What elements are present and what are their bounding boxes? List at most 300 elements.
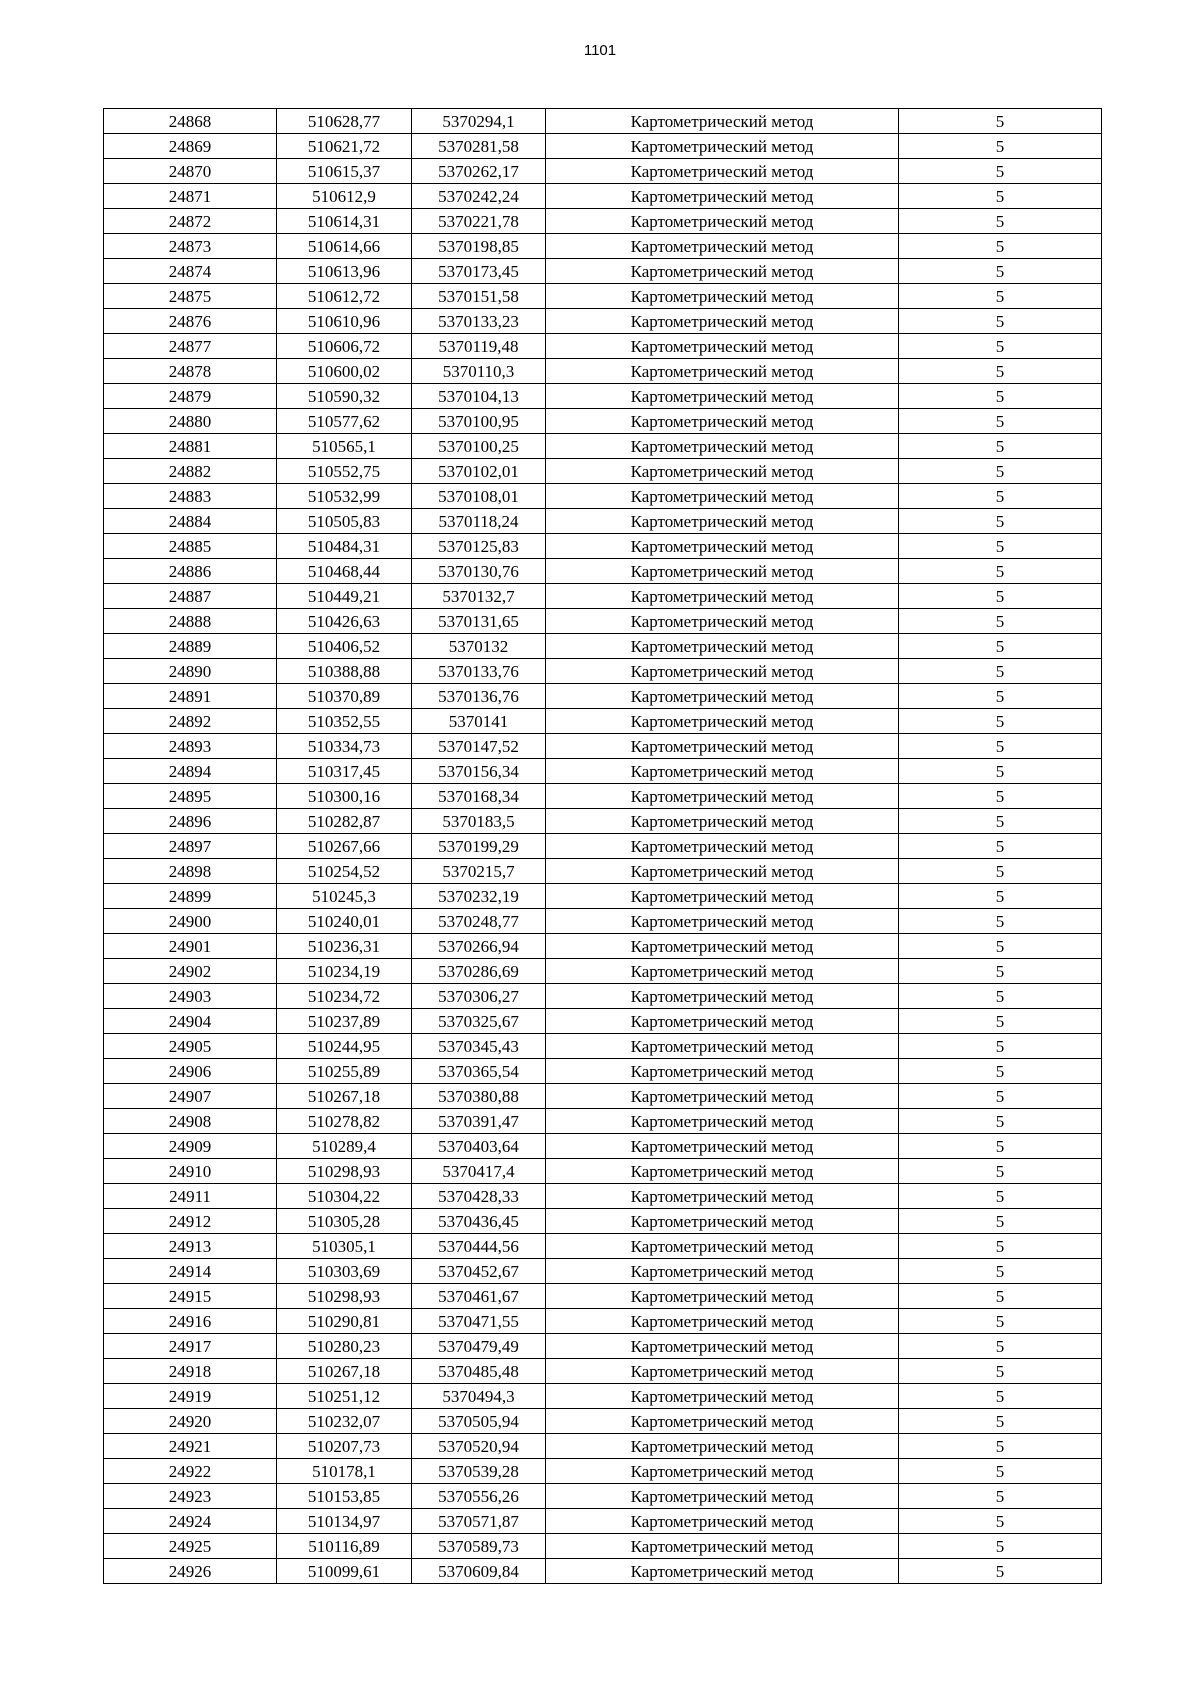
x-coordinate-cell: 510240,01 (277, 909, 412, 934)
y-coordinate-cell: 5370436,45 (412, 1209, 546, 1234)
table-row (104, 684, 1102, 709)
point-number-cell: 24909 (104, 1134, 277, 1159)
point-number-cell: 24901 (104, 934, 277, 959)
method-cell: Картометрический метод (546, 709, 899, 734)
table-row (104, 1359, 1102, 1384)
point-number-cell: 24880 (104, 409, 277, 434)
accuracy-cell: 5 (899, 409, 1102, 434)
table-row (104, 1159, 1102, 1184)
table-row (104, 959, 1102, 984)
method-cell: Картометрический метод (546, 409, 899, 434)
method-cell: Картометрический метод (546, 484, 899, 509)
accuracy-cell: 5 (899, 1509, 1102, 1534)
y-coordinate-cell: 5370479,49 (412, 1334, 546, 1359)
accuracy-cell: 5 (899, 984, 1102, 1009)
table-row (104, 184, 1102, 209)
y-coordinate-cell: 5370151,58 (412, 284, 546, 309)
accuracy-cell: 5 (899, 359, 1102, 384)
x-coordinate-cell: 510178,1 (277, 1459, 412, 1484)
y-coordinate-cell: 5370130,76 (412, 559, 546, 584)
y-coordinate-cell: 5370132 (412, 634, 546, 659)
method-cell: Картометрический метод (546, 1509, 899, 1534)
x-coordinate-cell: 510606,72 (277, 334, 412, 359)
table-row (104, 1009, 1102, 1034)
y-coordinate-cell: 5370125,83 (412, 534, 546, 559)
method-cell: Картометрический метод (546, 584, 899, 609)
method-cell: Картометрический метод (546, 784, 899, 809)
y-coordinate-cell: 5370248,77 (412, 909, 546, 934)
table-row (104, 784, 1102, 809)
x-coordinate-cell: 510370,89 (277, 684, 412, 709)
table-row (104, 934, 1102, 959)
method-cell: Картометрический метод (546, 1009, 899, 1034)
y-coordinate-cell: 5370199,29 (412, 834, 546, 859)
accuracy-cell: 5 (899, 159, 1102, 184)
method-cell: Картометрический метод (546, 909, 899, 934)
accuracy-cell: 5 (899, 484, 1102, 509)
x-coordinate-cell: 510468,44 (277, 559, 412, 584)
accuracy-cell: 5 (899, 1009, 1102, 1034)
y-coordinate-cell: 5370461,67 (412, 1284, 546, 1309)
x-coordinate-cell: 510267,66 (277, 834, 412, 859)
table-row (104, 1534, 1102, 1559)
method-cell: Картометрический метод (546, 1059, 899, 1084)
table-row (104, 634, 1102, 659)
method-cell: Картометрический метод (546, 384, 899, 409)
accuracy-cell: 5 (899, 384, 1102, 409)
table-row (104, 984, 1102, 1009)
point-number-cell: 24881 (104, 434, 277, 459)
y-coordinate-cell: 5370485,48 (412, 1359, 546, 1384)
point-number-cell: 24878 (104, 359, 277, 384)
table-row (104, 1434, 1102, 1459)
x-coordinate-cell: 510254,52 (277, 859, 412, 884)
x-coordinate-cell: 510298,93 (277, 1284, 412, 1309)
method-cell: Картометрический метод (546, 809, 899, 834)
accuracy-cell: 5 (899, 559, 1102, 584)
y-coordinate-cell: 5370232,19 (412, 884, 546, 909)
point-number-cell: 24886 (104, 559, 277, 584)
method-cell: Картометрический метод (546, 1434, 899, 1459)
table-row (104, 1234, 1102, 1259)
x-coordinate-cell: 510613,96 (277, 259, 412, 284)
table-row (104, 609, 1102, 634)
point-number-cell: 24921 (104, 1434, 277, 1459)
x-coordinate-cell: 510289,4 (277, 1134, 412, 1159)
method-cell: Картометрический метод (546, 209, 899, 234)
table-row (104, 1059, 1102, 1084)
table-row (104, 1459, 1102, 1484)
accuracy-cell: 5 (899, 1059, 1102, 1084)
accuracy-cell: 5 (899, 1109, 1102, 1134)
table-row (104, 1134, 1102, 1159)
x-coordinate-cell: 510334,73 (277, 734, 412, 759)
x-coordinate-cell: 510234,72 (277, 984, 412, 1009)
x-coordinate-cell: 510232,07 (277, 1409, 412, 1434)
accuracy-cell: 5 (899, 1034, 1102, 1059)
y-coordinate-cell: 5370131,65 (412, 609, 546, 634)
method-cell: Картометрический метод (546, 1409, 899, 1434)
point-number-cell: 24908 (104, 1109, 277, 1134)
accuracy-cell: 5 (899, 184, 1102, 209)
y-coordinate-cell: 5370380,88 (412, 1084, 546, 1109)
table-row (104, 1184, 1102, 1209)
table-row (104, 834, 1102, 859)
y-coordinate-cell: 5370365,54 (412, 1059, 546, 1084)
y-coordinate-cell: 5370118,24 (412, 509, 546, 534)
method-cell: Картометрический метод (546, 609, 899, 634)
point-number-cell: 24868 (104, 109, 277, 134)
point-number-cell: 24913 (104, 1234, 277, 1259)
x-coordinate-cell: 510388,88 (277, 659, 412, 684)
table-row (104, 1284, 1102, 1309)
accuracy-cell: 5 (899, 859, 1102, 884)
point-number-cell: 24923 (104, 1484, 277, 1509)
y-coordinate-cell: 5370221,78 (412, 209, 546, 234)
table-row (104, 159, 1102, 184)
y-coordinate-cell: 5370505,94 (412, 1409, 546, 1434)
method-cell: Картометрический метод (546, 559, 899, 584)
point-number-cell: 24925 (104, 1534, 277, 1559)
y-coordinate-cell: 5370494,3 (412, 1384, 546, 1409)
accuracy-cell: 5 (899, 1334, 1102, 1359)
table-row (104, 1084, 1102, 1109)
point-number-cell: 24869 (104, 134, 277, 159)
x-coordinate-cell: 510590,32 (277, 384, 412, 409)
y-coordinate-cell: 5370571,87 (412, 1509, 546, 1534)
table-row (104, 309, 1102, 334)
table-row (104, 109, 1102, 134)
y-coordinate-cell: 5370104,13 (412, 384, 546, 409)
x-coordinate-cell: 510290,81 (277, 1309, 412, 1334)
point-number-cell: 24884 (104, 509, 277, 534)
accuracy-cell: 5 (899, 759, 1102, 784)
table-row (104, 1559, 1102, 1584)
x-coordinate-cell: 510234,19 (277, 959, 412, 984)
method-cell: Картометрический метод (546, 184, 899, 209)
x-coordinate-cell: 510134,97 (277, 1509, 412, 1534)
table-row (104, 209, 1102, 234)
accuracy-cell: 5 (899, 234, 1102, 259)
method-cell: Картометрический метод (546, 334, 899, 359)
x-coordinate-cell: 510304,22 (277, 1184, 412, 1209)
method-cell: Картометрический метод (546, 109, 899, 134)
method-cell: Картометрический метод (546, 684, 899, 709)
table-row (104, 1109, 1102, 1134)
point-number-cell: 24911 (104, 1184, 277, 1209)
method-cell: Картометрический метод (546, 134, 899, 159)
method-cell: Картометрический метод (546, 1259, 899, 1284)
y-coordinate-cell: 5370183,5 (412, 809, 546, 834)
table-row (104, 659, 1102, 684)
x-coordinate-cell: 510612,72 (277, 284, 412, 309)
y-coordinate-cell: 5370444,56 (412, 1234, 546, 1259)
table-row (104, 809, 1102, 834)
method-cell: Картометрический метод (546, 1109, 899, 1134)
x-coordinate-cell: 510237,89 (277, 1009, 412, 1034)
accuracy-cell: 5 (899, 884, 1102, 909)
method-cell: Картометрический метод (546, 159, 899, 184)
point-number-cell: 24875 (104, 284, 277, 309)
x-coordinate-cell: 510565,1 (277, 434, 412, 459)
table-row (104, 584, 1102, 609)
x-coordinate-cell: 510628,77 (277, 109, 412, 134)
x-coordinate-cell: 510552,75 (277, 459, 412, 484)
accuracy-cell: 5 (899, 934, 1102, 959)
x-coordinate-cell: 510303,69 (277, 1259, 412, 1284)
point-number-cell: 24894 (104, 759, 277, 784)
table-row (104, 1309, 1102, 1334)
accuracy-cell: 5 (899, 784, 1102, 809)
accuracy-cell: 5 (899, 209, 1102, 234)
table-row (104, 409, 1102, 434)
method-cell: Картометрический метод (546, 884, 899, 909)
table-row (104, 1259, 1102, 1284)
y-coordinate-cell: 5370100,25 (412, 434, 546, 459)
accuracy-cell: 5 (899, 1559, 1102, 1584)
x-coordinate-cell: 510305,1 (277, 1234, 412, 1259)
point-number-cell: 24891 (104, 684, 277, 709)
point-number-cell: 24871 (104, 184, 277, 209)
point-number-cell: 24906 (104, 1059, 277, 1084)
accuracy-cell: 5 (899, 809, 1102, 834)
y-coordinate-cell: 5370242,24 (412, 184, 546, 209)
table-row (104, 359, 1102, 384)
accuracy-cell: 5 (899, 609, 1102, 634)
y-coordinate-cell: 5370168,34 (412, 784, 546, 809)
method-cell: Картометрический метод (546, 634, 899, 659)
x-coordinate-cell: 510300,16 (277, 784, 412, 809)
y-coordinate-cell: 5370403,64 (412, 1134, 546, 1159)
point-number-cell: 24898 (104, 859, 277, 884)
y-coordinate-cell: 5370132,7 (412, 584, 546, 609)
table-row (104, 759, 1102, 784)
point-number-cell: 24893 (104, 734, 277, 759)
point-number-cell: 24883 (104, 484, 277, 509)
method-cell: Картометрический метод (546, 1559, 899, 1584)
point-number-cell: 24912 (104, 1209, 277, 1234)
y-coordinate-cell: 5370391,47 (412, 1109, 546, 1134)
point-number-cell: 24879 (104, 384, 277, 409)
accuracy-cell: 5 (899, 1309, 1102, 1334)
point-number-cell: 24874 (104, 259, 277, 284)
x-coordinate-cell: 510484,31 (277, 534, 412, 559)
y-coordinate-cell: 5370156,34 (412, 759, 546, 784)
y-coordinate-cell: 5370119,48 (412, 334, 546, 359)
point-number-cell: 24895 (104, 784, 277, 809)
coordinates-table (103, 108, 1102, 1584)
method-cell: Картометрический метод (546, 234, 899, 259)
accuracy-cell: 5 (899, 634, 1102, 659)
accuracy-cell: 5 (899, 1384, 1102, 1409)
table-row (104, 334, 1102, 359)
x-coordinate-cell: 510614,66 (277, 234, 412, 259)
method-cell: Картометрический метод (546, 1209, 899, 1234)
table-row (104, 509, 1102, 534)
y-coordinate-cell: 5370141 (412, 709, 546, 734)
table-row (104, 1334, 1102, 1359)
point-number-cell: 24903 (104, 984, 277, 1009)
x-coordinate-cell: 510621,72 (277, 134, 412, 159)
method-cell: Картометрический метод (546, 1334, 899, 1359)
x-coordinate-cell: 510406,52 (277, 634, 412, 659)
y-coordinate-cell: 5370133,23 (412, 309, 546, 334)
point-number-cell: 24922 (104, 1459, 277, 1484)
point-number-cell: 24910 (104, 1159, 277, 1184)
method-cell: Картометрический метод (546, 734, 899, 759)
point-number-cell: 24897 (104, 834, 277, 859)
table-row (104, 259, 1102, 284)
page-number: 1101 (583, 42, 617, 59)
accuracy-cell: 5 (899, 1134, 1102, 1159)
y-coordinate-cell: 5370215,7 (412, 859, 546, 884)
point-number-cell: 24918 (104, 1359, 277, 1384)
accuracy-cell: 5 (899, 734, 1102, 759)
method-cell: Картометрический метод (546, 834, 899, 859)
x-coordinate-cell: 510505,83 (277, 509, 412, 534)
x-coordinate-cell: 510298,93 (277, 1159, 412, 1184)
y-coordinate-cell: 5370110,3 (412, 359, 546, 384)
x-coordinate-cell: 510116,89 (277, 1534, 412, 1559)
table-row (104, 484, 1102, 509)
method-cell: Картометрический метод (546, 1309, 899, 1334)
table-row (104, 1034, 1102, 1059)
accuracy-cell: 5 (899, 334, 1102, 359)
y-coordinate-cell: 5370609,84 (412, 1559, 546, 1584)
table-row (104, 734, 1102, 759)
method-cell: Картометрический метод (546, 984, 899, 1009)
method-cell: Картометрический метод (546, 459, 899, 484)
method-cell: Картометрический метод (546, 1484, 899, 1509)
x-coordinate-cell: 510577,62 (277, 409, 412, 434)
table-row (104, 284, 1102, 309)
table-row (104, 1384, 1102, 1409)
table-row (104, 1409, 1102, 1434)
point-number-cell: 24902 (104, 959, 277, 984)
point-number-cell: 24926 (104, 1559, 277, 1584)
x-coordinate-cell: 510251,12 (277, 1384, 412, 1409)
point-number-cell: 24872 (104, 209, 277, 234)
method-cell: Картометрический метод (546, 534, 899, 559)
accuracy-cell: 5 (899, 1284, 1102, 1309)
x-coordinate-cell: 510153,85 (277, 1484, 412, 1509)
accuracy-cell: 5 (899, 1459, 1102, 1484)
method-cell: Картометрический метод (546, 284, 899, 309)
method-cell: Картометрический метод (546, 1359, 899, 1384)
method-cell: Картометрический метод (546, 1384, 899, 1409)
accuracy-cell: 5 (899, 834, 1102, 859)
x-coordinate-cell: 510280,23 (277, 1334, 412, 1359)
table-row (104, 1509, 1102, 1534)
point-number-cell: 24899 (104, 884, 277, 909)
x-coordinate-cell: 510532,99 (277, 484, 412, 509)
y-coordinate-cell: 5370102,01 (412, 459, 546, 484)
accuracy-cell: 5 (899, 1534, 1102, 1559)
method-cell: Картометрический метод (546, 1534, 899, 1559)
method-cell: Картометрический метод (546, 759, 899, 784)
point-number-cell: 24905 (104, 1034, 277, 1059)
x-coordinate-cell: 510615,37 (277, 159, 412, 184)
y-coordinate-cell: 5370136,76 (412, 684, 546, 709)
y-coordinate-cell: 5370147,52 (412, 734, 546, 759)
y-coordinate-cell: 5370539,28 (412, 1459, 546, 1484)
x-coordinate-cell: 510236,31 (277, 934, 412, 959)
accuracy-cell: 5 (899, 1484, 1102, 1509)
accuracy-cell: 5 (899, 259, 1102, 284)
y-coordinate-cell: 5370428,33 (412, 1184, 546, 1209)
table-row (104, 384, 1102, 409)
accuracy-cell: 5 (899, 509, 1102, 534)
point-number-cell: 24916 (104, 1309, 277, 1334)
accuracy-cell: 5 (899, 434, 1102, 459)
accuracy-cell: 5 (899, 1259, 1102, 1284)
table-row (104, 884, 1102, 909)
table-row (104, 459, 1102, 484)
point-number-cell: 24888 (104, 609, 277, 634)
accuracy-cell: 5 (899, 1159, 1102, 1184)
accuracy-cell: 5 (899, 284, 1102, 309)
point-number-cell: 24873 (104, 234, 277, 259)
method-cell: Картометрический метод (546, 1159, 899, 1184)
point-number-cell: 24870 (104, 159, 277, 184)
method-cell: Картометрический метод (546, 1284, 899, 1309)
method-cell: Картометрический метод (546, 509, 899, 534)
point-number-cell: 24904 (104, 1009, 277, 1034)
coordinates-table-body (104, 109, 1102, 1584)
x-coordinate-cell: 510267,18 (277, 1359, 412, 1384)
x-coordinate-cell: 510317,45 (277, 759, 412, 784)
method-cell: Картометрический метод (546, 934, 899, 959)
y-coordinate-cell: 5370108,01 (412, 484, 546, 509)
method-cell: Картометрический метод (546, 1034, 899, 1059)
x-coordinate-cell: 510426,63 (277, 609, 412, 634)
method-cell: Картометрический метод (546, 434, 899, 459)
table-row (104, 134, 1102, 159)
table-row (104, 1209, 1102, 1234)
method-cell: Картометрический метод (546, 309, 899, 334)
point-number-cell: 24885 (104, 534, 277, 559)
accuracy-cell: 5 (899, 659, 1102, 684)
point-number-cell: 24887 (104, 584, 277, 609)
x-coordinate-cell: 510278,82 (277, 1109, 412, 1134)
table-row (104, 534, 1102, 559)
accuracy-cell: 5 (899, 709, 1102, 734)
method-cell: Картометрический метод (546, 359, 899, 384)
y-coordinate-cell: 5370286,69 (412, 959, 546, 984)
point-number-cell: 24914 (104, 1259, 277, 1284)
table-row (104, 709, 1102, 734)
point-number-cell: 24882 (104, 459, 277, 484)
x-coordinate-cell: 510610,96 (277, 309, 412, 334)
accuracy-cell: 5 (899, 459, 1102, 484)
point-number-cell: 24915 (104, 1284, 277, 1309)
point-number-cell: 24889 (104, 634, 277, 659)
method-cell: Картометрический метод (546, 259, 899, 284)
point-number-cell: 24896 (104, 809, 277, 834)
x-coordinate-cell: 510207,73 (277, 1434, 412, 1459)
accuracy-cell: 5 (899, 1409, 1102, 1434)
y-coordinate-cell: 5370198,85 (412, 234, 546, 259)
y-coordinate-cell: 5370452,67 (412, 1259, 546, 1284)
accuracy-cell: 5 (899, 1359, 1102, 1384)
method-cell: Картометрический метод (546, 1134, 899, 1159)
y-coordinate-cell: 5370262,17 (412, 159, 546, 184)
point-number-cell: 24920 (104, 1409, 277, 1434)
accuracy-cell: 5 (899, 1184, 1102, 1209)
table-row (104, 434, 1102, 459)
x-coordinate-cell: 510099,61 (277, 1559, 412, 1584)
table-row (104, 859, 1102, 884)
